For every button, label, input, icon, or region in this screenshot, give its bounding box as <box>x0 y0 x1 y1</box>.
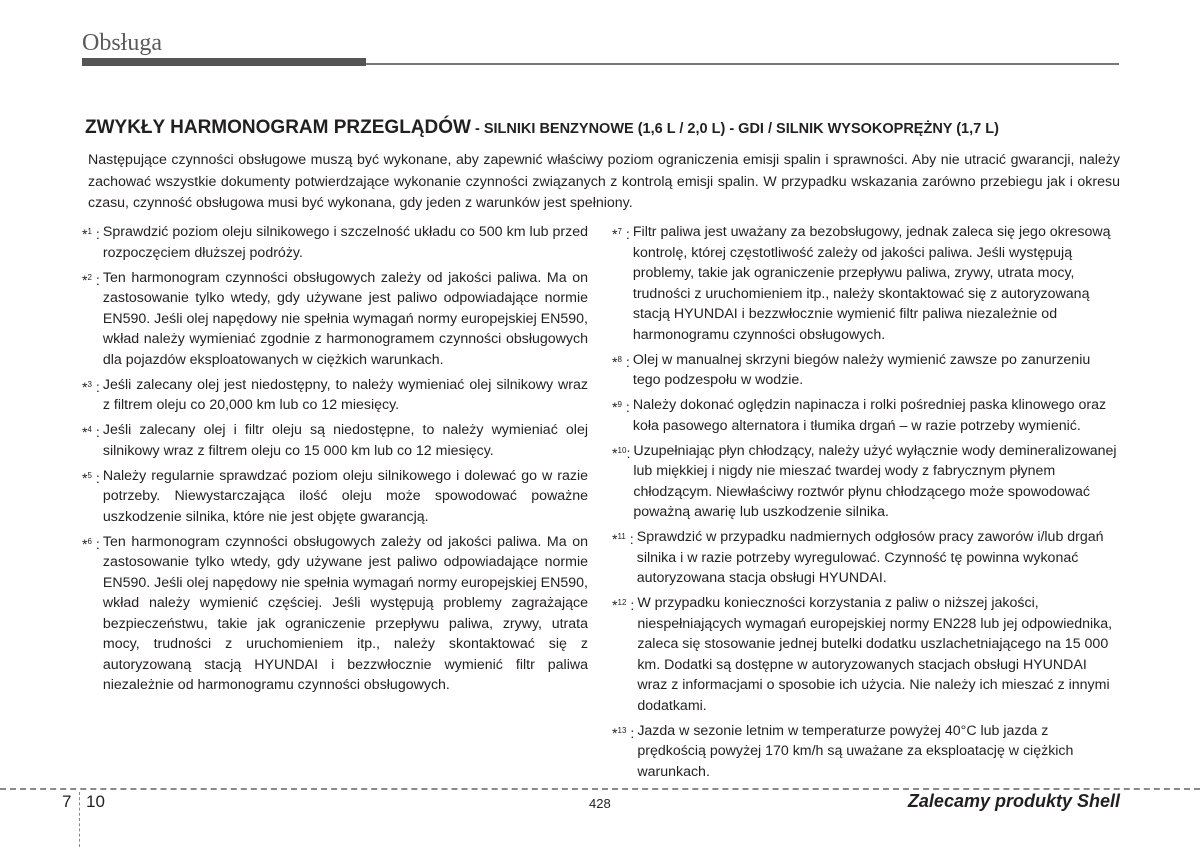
footnote-text: Ten harmonogram czynności obsługowych zależy od jakości paliwa. Ma on zastosowanie tylko wtedy, gdy używane jest paliwo odpowiadające normie EN590. Jeśli olej napędowy nie spełnia wymagań normy europejskiej EN590, wkład należy wymieniać zgodnie z harmonogramem czynności obsługowych dla pojazdów eksploatowanych w ciężkich warunkach. <box>102 269 588 368</box>
footnote-text: Jazda w sezonie letnim w temperaturze powyżej 40°C lub jazda z prędkością powyżej 170 km/h są uważane za eksploatację w ciężkich warunkach. <box>637 722 1074 780</box>
header-bar <box>82 58 366 66</box>
heading-sub: - SILNIKI BENZYNOWE (1,6 L / 2,0 L) - GDI / SILNIK WYSOKOPRĘŻNY (1,7 L) <box>470 121 999 137</box>
footnote-marker: *$^8$ : <box>612 354 630 371</box>
footnote-marker: *$^1$ : <box>82 227 100 243</box>
footnote-marker: *$^{13}$ : <box>612 725 635 742</box>
footnote-marker: *$^2$ : <box>82 272 100 289</box>
header-rule <box>366 63 1119 65</box>
footnote <box>612 593 1120 716</box>
chapter-number: 7 <box>62 792 72 811</box>
footnote <box>82 222 588 263</box>
footnote-marker: *$^7$ : <box>612 227 630 243</box>
footnote-text: Jeśli zalecany olej i filtr oleju są niedostępne, to należy wymieniać olej silnikowy wraz z filtrem oleju co 15 000 km lub co 12 miesięcy. <box>102 422 588 459</box>
footer-brand-text: Zalecamy produkty Shell <box>907 791 1120 811</box>
footnote-text: Należy regularnie sprawdzać poziom oleju silnikowego i dolewać go w razie potrzeby. Niewystarczająca ilość oleju może spowodować poważne uszkodzenie silnika, które nie jest objęte gwarancją. <box>102 467 588 525</box>
page-heading <box>85 117 1125 139</box>
footnote <box>612 721 1120 783</box>
footnote-text: Sprawdzić w przypadku nadmiernych odgłosów pracy zaworów i/lub drgań silnika i w razie potrzeby wyregulować. Czynność tę powinna wykonać autoryzowana stacja obsługi HYUNDAI. <box>636 529 1104 586</box>
footnote-marker: *$^{12}$ : <box>612 598 635 614</box>
section-title: Obsługa <box>82 30 162 56</box>
heading-main: ZWYKŁY HARMONOGRAM PRZEGLĄDÓW <box>85 117 471 138</box>
footnote-text: Należy dokonać oględzin napinacza i rolki pośredniej paska klinowego oraz koła pasowego alternatora i tłumika drgań – w razie potrzeby wymienić. <box>632 397 1107 434</box>
footnote <box>612 350 1120 391</box>
intro-paragraph: Następujące czynności obsługowe muszą być wykonane, aby zapewnić właściwy poziom ograniczenia emisji spalin i sprawności. Aby nie utracić gwarancji, należy zachować wszystkie dokumenty potwierdzające wykonanie czynności związanych z kontrolą emisji spalin. W przypadku wskazania zarówno przebiegu jak i okresu czasu, czynność obsługowa musi być wykonana, gdy jeden z warunków jest spełniony. <box>88 152 1120 211</box>
footer-divider <box>79 792 80 847</box>
footnote-text: Jeśli zalecany olej jest niedostępny, to należy wymieniać olej silnikowy wraz z filtrem oleju co 20,000 km lub co 12 miesięcy. <box>102 376 588 413</box>
page-number: 10 <box>86 792 105 811</box>
footnote <box>612 395 1120 436</box>
footnote-marker: *$^5$ : <box>82 470 100 487</box>
notes-left-column <box>82 222 588 700</box>
footnote-text: Filtr paliwa jest uważany za bezobsługowy, jednak zaleca się jego okresową kontrolę, której częstotliwość zależy od jakości paliwa. Jeśli występują problemy, takie jak ograniczenie przepływu paliwa, zrywy, utrata mocy, trudności z uruchomieniem itp., należy skontaktować się z autoryzowaną stacją HYUNDAI i bezzwłocznie wymienić filtr paliwa niezależnie od harmonogramu czynności obsługowych. <box>632 224 1111 343</box>
footnote-marker: *$^6$ : <box>82 536 100 553</box>
footnote <box>82 375 588 416</box>
footnote-text: Olej w manualnej skrzyni biegów należy wymienić zawsze po zanurzeniu tego podzespołu w wodzie. <box>632 351 1091 388</box>
footnote-marker: *$^4$ : <box>82 425 100 441</box>
footer-rule <box>0 788 1200 790</box>
footnote-text: Sprawdzić poziom oleju silnikowego i szczelność układu co 500 km lub przed rozpoczęciem dłuższej podróży. <box>102 224 588 261</box>
footnote <box>612 527 1120 589</box>
footnote <box>612 441 1120 523</box>
document-page-number: 428 <box>589 796 611 811</box>
footnote-text: W przypadku konieczności korzystania z paliw o niższej jakości, niespełniających wymagań europejskiej normy EN228 lub jej odpowiednika, zaleca się stosowanie jednej butelki dodatku uszlachetniającego na 15 000 km. Dodatki są dostępne w autoryzowanych stacjach obsługi HYUNDAI wraz z informacjami o sposobie ich użycia. Nie należy ich mieszać z innymi dodatkami. <box>637 595 1113 714</box>
footnote <box>82 532 588 696</box>
footnote-marker: *$^{11}$ : <box>612 532 634 548</box>
notes-right-column <box>612 222 1120 787</box>
footnote-text: Uzupełniając płyn chłodzący, należy użyć wyłącznie wody demineralizowanej lub miękkiej i nigdy nie mieszać twardej wody z fabrycznym płynem chłodzącym. Niewłaściwy roztwór płynu chłodzącego może spowodować poważną awarię lub uszkodzenie silnika. <box>633 442 1117 520</box>
footnote <box>82 268 588 371</box>
footnote <box>82 466 588 528</box>
footnote <box>82 420 588 461</box>
footnote <box>612 222 1120 345</box>
footnote-marker: *$^9$ : <box>612 400 630 416</box>
footnote-marker: *$^{10}$: <box>612 445 631 462</box>
footnote-marker: *$^3$ : <box>82 379 100 396</box>
footnote-text: Ten harmonogram czynności obsługowych zależy od jakości paliwa. Ma on zastosowanie tylko wtedy, gdy używane jest paliwo odpowiadające normie EN590. Jeśli olej napędowy nie spełnia wymagań normy europejskiej EN590, wkład należy wymienić częściej. Jeśli występują problemy zagrażające bezpieczeństwu, takie jak ograniczenie przepływu paliwa, zrywy, utrata mocy, trudności z uruchomieniem itp., należy skontaktować się z autoryzowaną stacją HYUNDAI i bezzwłocznie wymienić filtr paliwa niezależnie od harmonogramu czynności obsługowych. <box>102 533 588 693</box>
